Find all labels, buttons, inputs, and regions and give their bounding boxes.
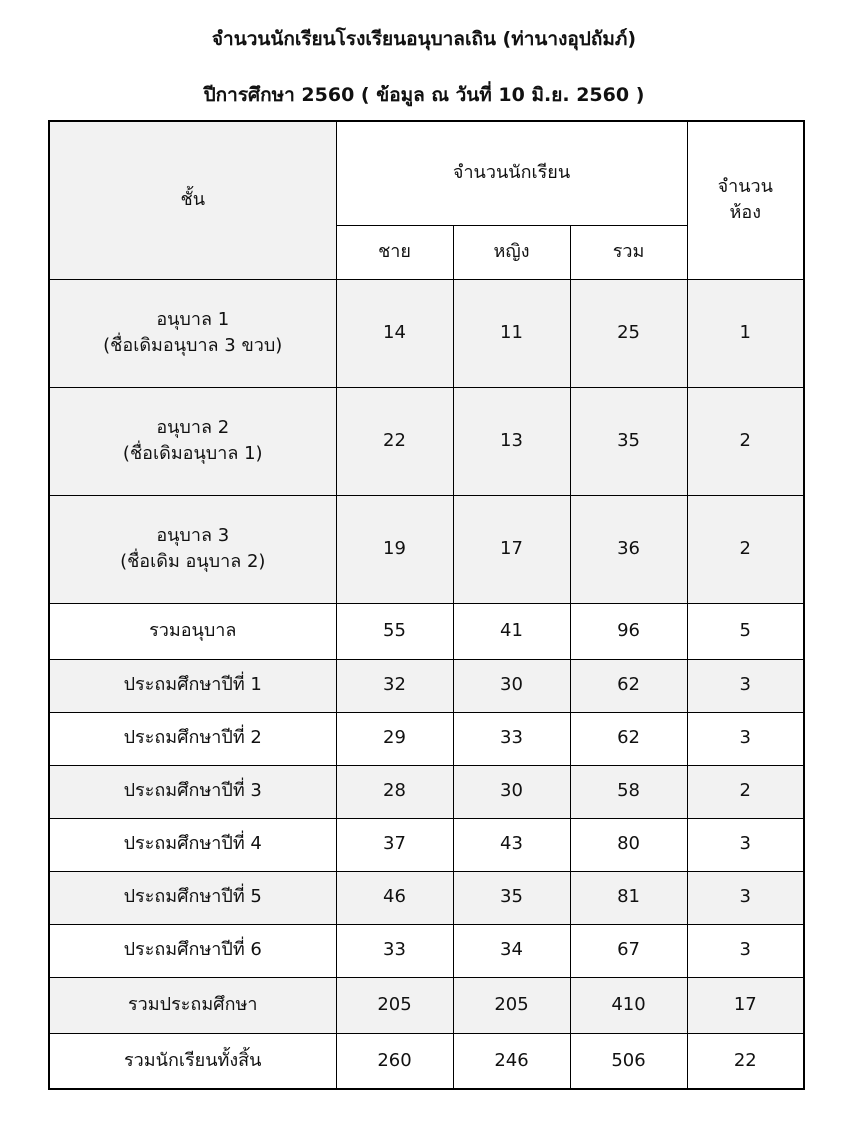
level-cell	[49, 495, 336, 603]
grand-total-row	[49, 1033, 804, 1089]
rooms-cell: 3	[687, 818, 804, 871]
level-cell	[49, 279, 336, 387]
rooms-cell: 3	[687, 712, 804, 765]
female-cell: 43	[453, 818, 570, 871]
level-cell: รวมอนุบาล	[49, 603, 336, 659]
male-cell: 22	[336, 387, 453, 495]
report-title: จำนวนนักเรียนโรงเรียนอนุบาลเถิน (ท่านางอุปถัมภ์)	[211, 28, 637, 50]
total-cell: 67	[570, 924, 687, 977]
table-row	[49, 765, 804, 818]
female-cell: 34	[453, 924, 570, 977]
rooms-cell: 3	[687, 659, 804, 712]
total-cell: 62	[570, 659, 687, 712]
report-subtitle: ปีการศึกษา 2560 ( ข้อมูล ณ วันที่ 10 มิ.ย. 2560 )	[203, 84, 645, 106]
table-row	[49, 818, 804, 871]
total-cell: 410	[570, 977, 687, 1033]
male-cell: 29	[336, 712, 453, 765]
header-level: ชั้น	[49, 121, 336, 279]
total-cell: 36	[570, 495, 687, 603]
level-former-name: (ชื่อเดิมอนุบาล 1)	[122, 443, 263, 464]
male-cell: 32	[336, 659, 453, 712]
table-row	[49, 495, 804, 603]
header-rooms-line2: ห้อง	[729, 202, 762, 224]
male-cell: 14	[336, 279, 453, 387]
total-cell: 80	[570, 818, 687, 871]
level-cell: ประถมศึกษาปีที่ 1	[49, 659, 336, 712]
male-cell: 205	[336, 977, 453, 1033]
level-former-name: (ชื่อเดิมอนุบาล 3 ขวบ)	[103, 335, 283, 356]
female-cell: 33	[453, 712, 570, 765]
level-cell: ประถมศึกษาปีที่ 5	[49, 871, 336, 924]
header-female: หญิง	[453, 225, 570, 279]
total-cell: 58	[570, 765, 687, 818]
table-row	[49, 387, 804, 495]
level-name: อนุบาล 3	[156, 524, 230, 546]
level-cell: ประถมศึกษาปีที่ 4	[49, 818, 336, 871]
header-rooms-line1: จำนวน	[717, 176, 773, 198]
level-former-name: (ชื่อเดิม อนุบาล 2)	[120, 551, 266, 572]
female-cell: 17	[453, 495, 570, 603]
table-row	[49, 659, 804, 712]
rooms-cell: 2	[687, 387, 804, 495]
level-cell: ประถมศึกษาปีที่ 3	[49, 765, 336, 818]
header-total: รวม	[570, 225, 687, 279]
level-cell: รวมนักเรียนทั้งสิ้น	[49, 1033, 336, 1089]
male-cell: 33	[336, 924, 453, 977]
level-cell: รวมประถมศึกษา	[49, 977, 336, 1033]
level-name: อนุบาล 2	[156, 416, 230, 438]
total-cell: 25	[570, 279, 687, 387]
student-count-table	[48, 120, 805, 1090]
header-row	[49, 121, 804, 225]
table-row	[49, 871, 804, 924]
rooms-cell: 2	[687, 495, 804, 603]
female-cell: 11	[453, 279, 570, 387]
level-cell: ประถมศึกษาปีที่ 2	[49, 712, 336, 765]
rooms-cell: 5	[687, 603, 804, 659]
total-cell: 96	[570, 603, 687, 659]
rooms-cell: 17	[687, 977, 804, 1033]
male-cell: 19	[336, 495, 453, 603]
rooms-cell: 3	[687, 924, 804, 977]
male-cell: 55	[336, 603, 453, 659]
primary-total-row	[49, 977, 804, 1033]
male-cell: 28	[336, 765, 453, 818]
rooms-cell: 22	[687, 1033, 804, 1089]
level-cell: ประถมศึกษาปีที่ 6	[49, 924, 336, 977]
total-cell: 506	[570, 1033, 687, 1089]
female-cell: 35	[453, 871, 570, 924]
male-cell: 37	[336, 818, 453, 871]
rooms-cell: 1	[687, 279, 804, 387]
female-cell: 205	[453, 977, 570, 1033]
total-cell: 81	[570, 871, 687, 924]
rooms-cell: 2	[687, 765, 804, 818]
total-cell: 35	[570, 387, 687, 495]
table-row	[49, 924, 804, 977]
header-male: ชาย	[336, 225, 453, 279]
level-name: อนุบาล 1	[156, 308, 230, 330]
total-cell: 62	[570, 712, 687, 765]
female-cell: 246	[453, 1033, 570, 1089]
rooms-cell: 3	[687, 871, 804, 924]
male-cell: 46	[336, 871, 453, 924]
female-cell: 30	[453, 659, 570, 712]
female-cell: 13	[453, 387, 570, 495]
kindergarten-total-row	[49, 603, 804, 659]
table-row	[49, 712, 804, 765]
level-cell	[49, 387, 336, 495]
header-students: จำนวนนักเรียน	[336, 121, 687, 225]
table-row	[49, 279, 804, 387]
female-cell: 41	[453, 603, 570, 659]
header-rooms	[687, 121, 804, 279]
male-cell: 260	[336, 1033, 453, 1089]
female-cell: 30	[453, 765, 570, 818]
